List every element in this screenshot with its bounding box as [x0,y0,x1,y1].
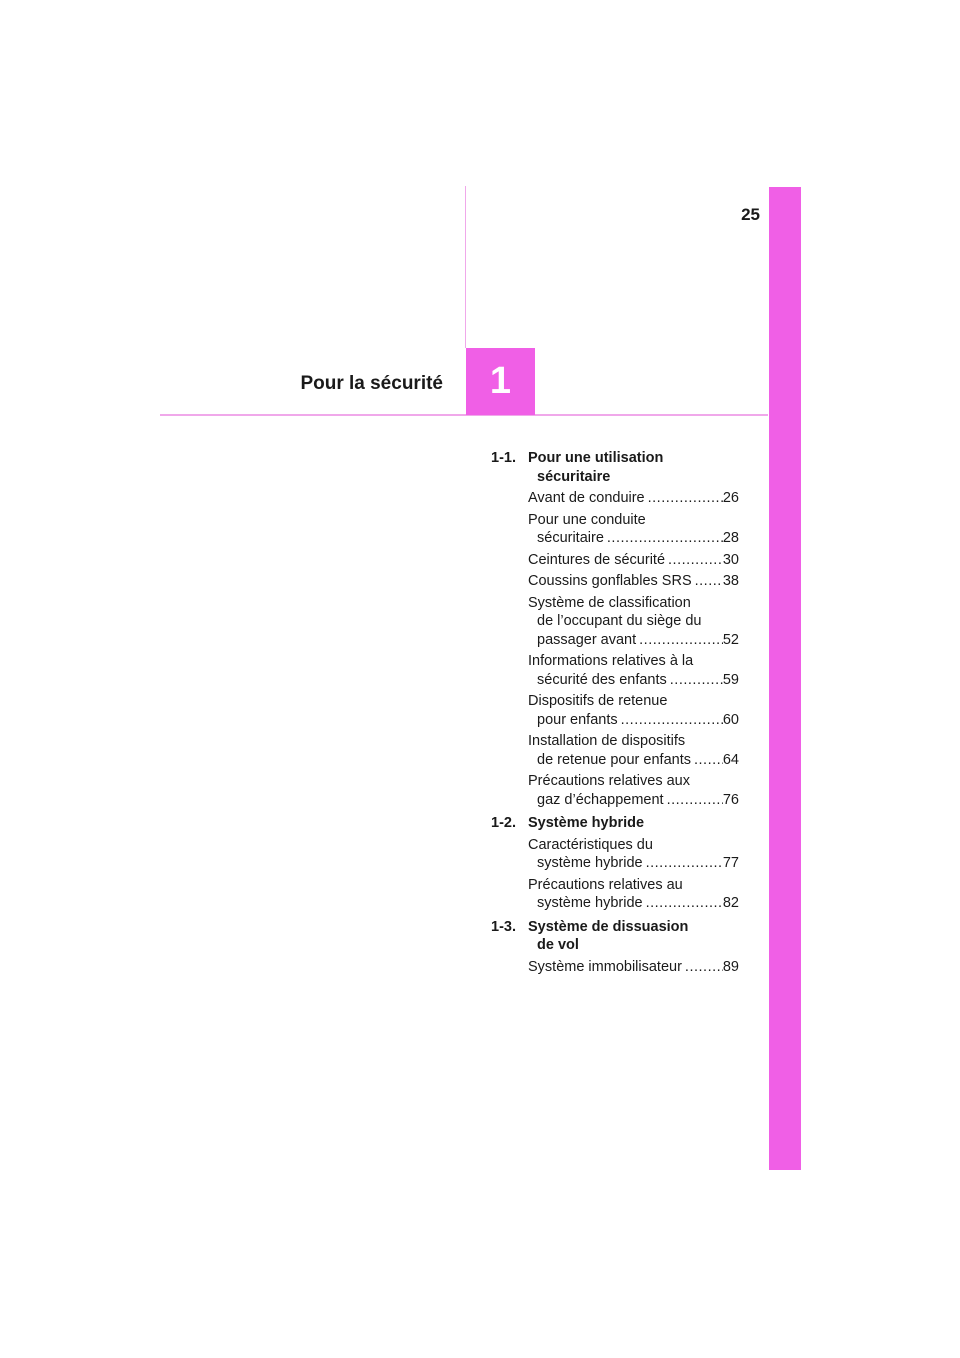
chapter-number-box: 1 [466,348,535,415]
entry-text: Ceintures de sécurité [528,551,666,568]
section-title-line: de vol [537,937,579,953]
dot-leader [645,489,723,508]
dot-leader [682,958,723,977]
entry-last-line [528,751,739,770]
toc-entry-link[interactable] [528,876,739,913]
toc-entry-link[interactable] [528,489,739,508]
entry-last-line [528,529,739,548]
entry-page-number: 64 [722,751,739,768]
entry-text: Coussins gonflables SRS [528,573,692,589]
entry-last-line [528,631,739,650]
entry-page-number: 60 [722,711,739,728]
dot-leader [643,854,723,873]
entry-text-line: Pour une conduite [528,511,646,528]
entry-text-line: Installation de dispositifs [528,733,686,749]
entry-text: Avant de conduire [528,490,645,506]
section-number: 1-3. [491,918,516,935]
entry-last-line [528,894,739,913]
section-title [528,918,739,955]
section-title-line: Pour une utilisation [528,450,664,466]
dot-leader [667,671,723,690]
entry-last-line [528,572,739,591]
section-title-line: Système hybride [528,815,645,831]
entry-text-line: Informations relatives à la [528,653,694,669]
entry-text-line: Système de classification [528,594,691,611]
toc-entry-link[interactable] [528,692,739,729]
entry-text: pour enfants [537,711,618,728]
toc-entry-link[interactable] [528,511,739,548]
dot-leader [604,529,723,548]
dot-leader [618,711,723,730]
entry-page-number: 59 [722,671,739,688]
section-title-line: Système de dissuasion [528,918,689,935]
toc-entry-link[interactable] [528,594,739,650]
entry-text-line: de l’occupant du siège du [537,613,702,629]
entry-last-line [528,671,739,690]
entry-text: sécurité des enfants [537,671,667,688]
entry-page-number: 26 [722,490,739,506]
dot-leader [692,572,723,591]
entry-page-number: 89 [722,958,739,975]
entry-text-line: Caractéristiques du [528,836,653,853]
entry-last-line [528,958,739,977]
entry-text: gaz d’échappement [537,791,664,808]
entry-page-number: 38 [722,573,739,589]
entry-last-line [528,791,739,810]
vertical-divider [465,186,466,348]
chapter-title: Pour la sécurité [300,373,443,394]
entry-text: système hybride [537,855,643,871]
section-title-line: sécuritaire [537,468,611,485]
table-of-contents [491,449,739,979]
toc-entry-link[interactable] [528,958,739,977]
toc-entry-link[interactable] [528,772,739,809]
entry-text: passager avant [537,631,637,648]
entry-page-number: 82 [722,895,739,911]
toc-entry-link[interactable] [528,836,739,873]
toc-entry-link[interactable] [528,652,739,689]
entry-text-line: Dispositifs de retenue [528,693,668,709]
toc-entry-link[interactable] [528,732,739,769]
entry-last-line [528,854,739,873]
dot-leader [636,631,723,650]
entry-page-number: 77 [722,855,739,871]
entry-text-line: Précautions relatives au [528,876,683,893]
entry-page-number: 76 [722,791,739,808]
horizontal-divider [160,414,768,416]
toc-section-heading [491,918,739,955]
entry-text: de retenue pour enfants [537,751,691,768]
entry-last-line [528,711,739,730]
dot-leader [691,751,723,770]
entry-page-number: 30 [722,551,739,568]
dot-leader [664,791,723,810]
section-number: 1-2. [491,815,516,831]
chapter-side-tab [769,187,801,1170]
entry-last-line [528,489,739,508]
section-number: 1-1. [491,450,516,466]
toc-section-heading [491,449,739,486]
section-title [528,449,739,486]
toc-entry-link[interactable] [528,551,739,570]
dot-leader [665,551,723,570]
toc-entry-link[interactable] [528,572,739,591]
entry-text: système hybride [537,895,643,911]
entry-page-number: 28 [722,530,739,546]
entry-text: Système immobilisateur [528,958,682,975]
entry-page-number: 52 [722,631,739,648]
dot-leader [643,894,723,913]
toc-section-heading [491,814,739,833]
entry-last-line [528,551,739,570]
entry-text: sécuritaire [537,530,604,546]
section-title [528,814,739,833]
entry-text-line: Précautions relatives aux [528,773,690,789]
page-number: 25 [741,205,760,224]
